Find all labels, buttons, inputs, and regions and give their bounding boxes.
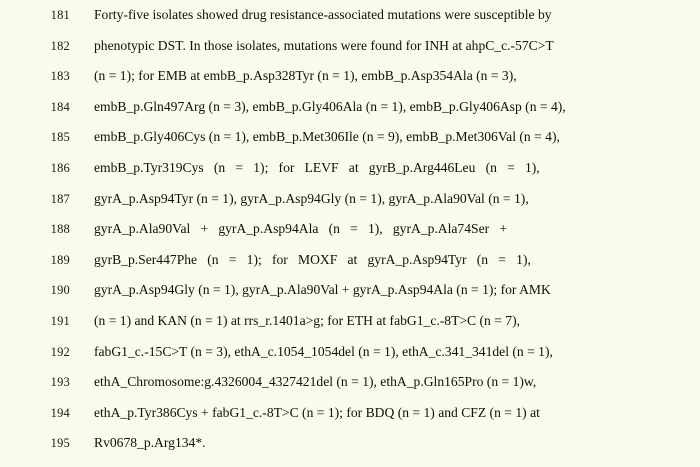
line-text: (n = 1) and KAN (n = 1) at rrs_r.1401a>g; for ETH at fabG1_c.-8T>C (n = 7), (94, 312, 521, 328)
document-line (24, 406, 674, 437)
document-line (24, 130, 674, 161)
line-number: 187 (50, 191, 70, 206)
document-line (24, 222, 674, 253)
line-text: (n = 1); for EMB at embB_p.Asp328Tyr (n = 1), embB_p.Asp354Ala (n = 3), (94, 68, 517, 84)
document-line (24, 345, 674, 376)
document-line (24, 39, 674, 70)
line-text: Rv0678_p.Arg134*. (94, 435, 206, 451)
document-line (24, 375, 674, 406)
line-number: 189 (50, 252, 70, 267)
document-line (24, 283, 674, 314)
numbered-line-list (24, 8, 674, 467)
document-line (24, 161, 674, 192)
line-number: 183 (50, 69, 70, 84)
line-number: 191 (50, 313, 70, 328)
document-line (24, 436, 674, 467)
document-line (24, 100, 674, 131)
document-line (24, 192, 674, 223)
line-number: 192 (50, 344, 70, 359)
line-number: 186 (50, 160, 70, 175)
line-number: 188 (50, 222, 70, 237)
line-number: 182 (50, 38, 70, 53)
document-line (24, 69, 674, 100)
line-number: 185 (50, 130, 70, 145)
line-text: phenotypic DST. In those isolates, mutations were found for INH at ahpC_c.-57C>T (94, 37, 554, 53)
line-number: 193 (50, 375, 70, 390)
line-number: 195 (50, 436, 70, 451)
line-number: 190 (50, 283, 70, 298)
line-text: embB_p.Gly406Cys (n = 1), embB_p.Met306Ile (n = 9), embB_p.Met306Val (n = 4), (94, 129, 560, 145)
line-number: 194 (50, 405, 70, 420)
line-number: 181 (50, 8, 70, 22)
document-line (24, 253, 674, 284)
document-line (24, 314, 674, 345)
line-text: ethA_Chromosome:g.4326004_4327421del (n = 1), ethA_p.Gln165Pro (n = 1)w, (94, 374, 537, 390)
line-text: Forty-five isolates showed drug resistance-associated mutations were susceptible by (94, 7, 552, 22)
document-line (24, 8, 674, 39)
line-text: fabG1_c.-15C>T (n = 3), ethA_c.1054_1054del (n = 1), ethA_c.341_341del (n = 1), (94, 343, 553, 359)
line-text: gyrA_p.Asp94Tyr (n = 1), gyrA_p.Asp94Gly (n = 1), gyrA_p.Ala90Val (n = 1), (94, 190, 529, 206)
line-text: embB_p.Tyr319Cys (n = 1); for LEVF at gyrB_p.Arg446Leu (n = 1), (94, 159, 540, 175)
line-text: ethA_p.Tyr386Cys + fabG1_c.-8T>C (n = 1); for BDQ (n = 1) and CFZ (n = 1) at (94, 404, 540, 420)
line-text: embB_p.Gln497Arg (n = 3), embB_p.Gly406Ala (n = 1), embB_p.Gly406Asp (n = 4), (94, 98, 566, 114)
line-text: gyrA_p.Asp94Gly (n = 1), gyrA_p.Ala90Val + gyrA_p.Asp94Ala (n = 1); for AMK (94, 282, 551, 298)
line-number: 184 (50, 99, 70, 114)
line-text: gyrA_p.Ala90Val + gyrA_p.Asp94Ala (n = 1), gyrA_p.Ala74Ser + (94, 221, 508, 237)
line-text: gyrB_p.Ser447Phe (n = 1); for MOXF at gyrA_p.Asp94Tyr (n = 1), (94, 251, 531, 267)
